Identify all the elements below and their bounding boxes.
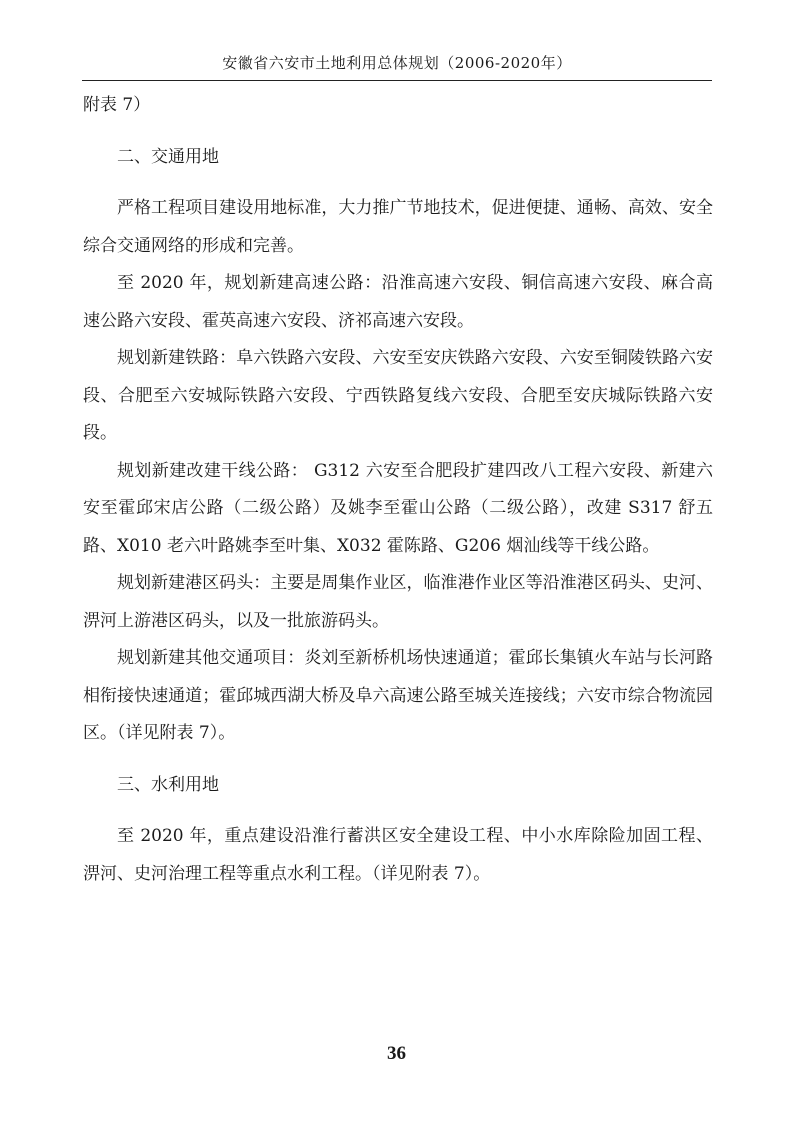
continued-text: 附表 7） (83, 95, 151, 115)
body-paragraph: 至 2020 年，重点建设沿淮行蓄洪区安全建设工程、中小水库除险加固工程、淠河、史河治理工程等重点水利工程。（详见附表 7）。 (83, 826, 713, 884)
body-paragraph: 严格工程项目建设用地标准，大力推广节地技术，促进便捷、通畅、高效、安全综合交通网络的形成和完善。 (83, 198, 713, 256)
body-paragraph: 规划新建铁路：阜六铁路六安段、六安至安庆铁路六安段、六安至铜陵铁路六安段、合肥至六安城际铁路六安段、宁西铁路复线六安段、合肥至安庆城际铁路六安段。 (83, 348, 713, 443)
page-body (83, 87, 713, 893)
section-heading-transport: 二、交通用地 (117, 146, 219, 167)
header-rule (82, 80, 712, 81)
section-heading-water: 三、水利用地 (117, 774, 219, 795)
body-paragraph: 规划新建改建干线公路： G312 六安至合肥段扩建四改八工程六安段、新建六安至霍邱宋店公路（二级公路）及姚李至霍山公路（二级公路），改建 S317 舒五路、X010 老六叶路姚李至叶集、X032 霍陈路、G206 烟汕线等干线公路。 (83, 460, 713, 556)
body-paragraph: 规划新建港区码头：主要是周集作业区，临淮港作业区等沿淮港区码头、史河、淠河上游港区码头，以及一批旅游码头。 (83, 573, 713, 631)
body-paragraph: 至 2020 年，规划新建高速公路：沿淮高速六安段、铜信高速六安段、麻合高速公路六安段、霍英高速六安段、济祁高速六安段。 (83, 273, 713, 331)
body-paragraph: 规划新建其他交通项目：炎刘至新桥机场快速通道；霍邱长集镇火车站与长河路相衔接快速通道；霍邱城西湖大桥及阜六高速公路至城关连接线；六安市综合物流园区。（详见附表 7）。 (83, 648, 713, 743)
page-number: 36 (387, 1043, 406, 1064)
running-header: 安徽省六安市土地利用总体规划（2006-2020年） (222, 54, 572, 72)
